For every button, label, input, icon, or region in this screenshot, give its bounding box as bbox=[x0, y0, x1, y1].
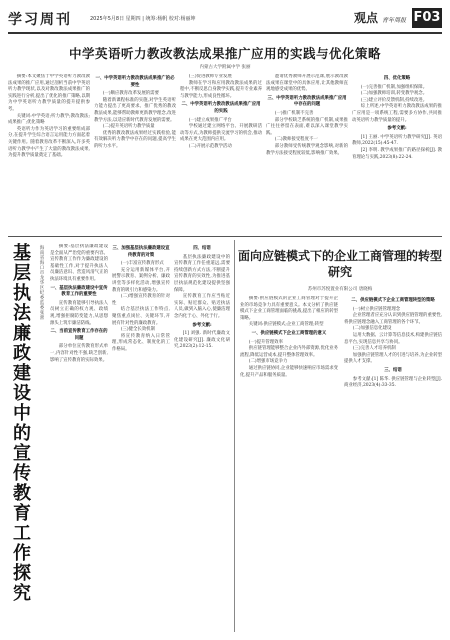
article2-paragraph: 宣传教育能够引导执法人员树立正确的权力观、政绩观,增强拒腐防变能力,从思想源头上筑牢廉洁防线。 bbox=[50, 300, 108, 326]
article1-paragraph: 关键词:中学英语;听力教学;教改教法;成果推广;优化策略 bbox=[8, 113, 90, 126]
article3-column-1 bbox=[240, 296, 338, 632]
article1-paragraph: 邀请优秀教师开展示范课,展示教改教法成果在课堂中的具体应用,让其他教师直观地感受成果的优势。 bbox=[266, 74, 348, 93]
article1-paragraph: (三)促进教师专业发展 bbox=[188, 74, 232, 79]
article2-paragraph: 充分运用新媒体平台,开展警示教育、案例分析、廉政讲堂等多样化活动,增强宣传教育的吸引力和感染力。 bbox=[112, 267, 170, 293]
article1-column-5 bbox=[352, 74, 442, 232]
section-label: 观点 bbox=[353, 11, 378, 25]
references-heading: 参考文献: bbox=[192, 322, 212, 328]
article1-byline: 内蒙古大学附属中学 张丽 bbox=[199, 65, 251, 70]
article3-column-2 bbox=[344, 296, 442, 632]
article1-paragraph: 部分学校缺乏系统的推广机制,成果推广往往停留在表面,难以深入课堂教学实践。 bbox=[266, 117, 348, 136]
section-heading: 三、结语 bbox=[384, 367, 402, 373]
reference-item: [1] 王丽. 中学英语听力教学研究[J]. 英语教师,2022(15):45-47. bbox=[352, 134, 442, 147]
article3-paragraph: (一)提升管理效率 bbox=[248, 339, 283, 345]
article2-paragraph: (三)健全长效机制 bbox=[120, 327, 155, 333]
article2-column-2 bbox=[112, 244, 170, 632]
article2-paragraph: 结合基层执法工作特点,聚焦重点岗位、关键环节,开展有针对性的廉政教育。 bbox=[112, 307, 170, 326]
section-heading: 三、中学英语听力教改教法成果推广应用中存在的问题 bbox=[267, 95, 347, 108]
article1-paragraph: (一)建立成果推广平台 bbox=[188, 117, 232, 123]
reference-item: 参考文献:[1] 陈华. 供应链管理与企业转型[J]. 商业经济,2023(4):33-35. bbox=[344, 376, 442, 389]
article2-column-1 bbox=[50, 244, 108, 632]
article1-column-1 bbox=[8, 74, 90, 232]
article1-paragraph: (三)建立评价反馈机制,持续改进。 bbox=[360, 97, 428, 103]
section-heading: 二、供应链模式下企业工商管理转型的策略 bbox=[351, 298, 435, 303]
article2-paragraph: 宣传教育工作应当贴近实际、贴近群众、贴近执法人员,做到入脑入心,使廉洁理念内化于心、外化于行。 bbox=[174, 294, 230, 319]
article1-paragraph: (二)加强教师培训,转变教学观念。 bbox=[360, 91, 428, 97]
article2-paragraph: 将宣传教育纳入日常管理,形成常态化、制度化的工作格局。 bbox=[112, 333, 170, 352]
article3-paragraph: (二)加强信息化建设 bbox=[352, 326, 392, 332]
article1-paragraph: (二)提升英语听力教学质量 bbox=[102, 124, 155, 130]
article3-byline: 苏州市苏悦置业有限公司 唐晓梅 bbox=[307, 287, 373, 292]
article1-paragraph: (二)开展示范教学活动 bbox=[188, 143, 232, 149]
section-divider bbox=[8, 236, 442, 237]
article1-paragraph: 学校通过建立网络平台、开展教研活动等方式,为教师提供交流学习的机会,推动成果在更大范围内应用。 bbox=[180, 124, 262, 143]
section-heading: 一、基层执法廉政建设中宣传教育工作的重要性 bbox=[50, 285, 108, 298]
masthead bbox=[8, 6, 442, 34]
article1-paragraph: 摘要:本文聚焦于中学英语听力教改教法成果的推广应用,通过剖析当前中学英语听力教学现状,以及对教改教法成果推广的实践进行分析,提出了优化的推广策略,以期为中学英语听力教学质量的提升提供参考。 bbox=[8, 74, 90, 112]
article1-paragraph: 优秀的教改教法成果经过实践检验,能有效解决听力教学中存在的问题,提高学生的听力水平。 bbox=[94, 130, 176, 149]
article3-paragraph: 摘要:供应链模式的企业工商管理对于提升企业的市场竞争力具有重要意义。本文分析了供应链模式下企业工商管理面临的挑战,提出了相应的转型策略。 bbox=[240, 296, 338, 321]
article1-paragraph: (一)推广机制不完善 bbox=[274, 110, 314, 116]
section-heading: 二、当前宣传教育工作存在的问题 bbox=[50, 329, 108, 341]
article2-title: 基层执法廉政建设中的宣传教育工作探究 bbox=[13, 243, 31, 604]
section-heading: 四、优化策略 bbox=[383, 76, 411, 81]
article1-paragraph: 随着新课程标准的实施,对学生英语听力能力提出了更高要求。推广优秀的教改教法成果,能够帮助教师更新教学理念,改进教学方法,以适应新时代教育发展的需要。 bbox=[94, 97, 176, 123]
article3-title: 面向应链模式下的企业工商管理的转型研究 bbox=[238, 249, 443, 279]
article3-paragraph: (三)完善人才培养机制 bbox=[352, 346, 396, 352]
article1-column-4 bbox=[266, 74, 348, 232]
newspaper-name: 学习周刊 bbox=[8, 12, 72, 28]
article1-paragraph: (一)完善推广机制,加强组织保障。 bbox=[360, 84, 428, 90]
article3-paragraph: 企业管理者应充分认识到供应链管理的重要性,将供应链理念融入工商管理的各个环节。 bbox=[344, 313, 442, 325]
article3-paragraph: (一)树立供应链管理理念 bbox=[352, 306, 401, 312]
masthead-rule bbox=[8, 32, 442, 34]
article3-paragraph: 加强供应链管理人才的引进与培养,为企业转型提供人才支撑。 bbox=[344, 352, 442, 365]
article3-paragraph: 通过供应链协同,企业能够快速响应市场需求变化,提升产品和服务质量。 bbox=[240, 365, 338, 378]
article2-paragraph: 部分单位宣传教育形式单一,内容针对性不强,缺乏创新,影响了宣传教育的实际效果。 bbox=[50, 344, 108, 363]
reference-item: [1] 刘强. 新时代廉政文化建设研究[J]. 廉政文化研究,2023(2):12-15. bbox=[174, 331, 230, 350]
section-heading: 二、中学英语听力教改教法成果推广应用的实践 bbox=[181, 102, 261, 114]
section-heading: 三、加强基层执法廉政建设宣传教育的对策 bbox=[112, 246, 170, 258]
article2-paragraph: (一)丰富宣传教育形式 bbox=[120, 261, 164, 267]
article1-column-2 bbox=[94, 74, 176, 232]
references-heading: 参考文献: bbox=[387, 126, 407, 132]
article1-column-3 bbox=[180, 74, 262, 232]
article3-paragraph: 运用大数据、云计算等信息技术,构建供应链信息平台,实现信息共享与协同。 bbox=[344, 332, 442, 345]
reference-item: [2] 李明. 教学成果推广的路径探析[J]. 教育理论与实践,2023(8):22-24. bbox=[352, 147, 442, 160]
section-title bbox=[354, 9, 406, 26]
article3-paragraph: 供应链管理能够整合企业内外部资源,优化业务流程,降低运营成本,提升整体管理效率。 bbox=[240, 346, 338, 358]
article1-paragraph: 部分教师受传统教学观念影响,对新的教学方法接受程度较低,影响推广效果。 bbox=[266, 143, 348, 156]
article1-title: 中学英语听力教改教法成果推广应用的实践与优化策略 bbox=[68, 46, 381, 61]
article1-paragraph: 教师在学习和应用教改教法成果的过程中,不断反思自身教学实践,提升专业素养与教学能力,形成良性循环。 bbox=[180, 80, 262, 99]
article1-paragraph: 英语听力作为英语学习的重要组成部分,在提升学生综合语言运用能力方面起着关键作用。随着教育改革不断深入,许多英语听力教学中产生了大量的教改教法成果,为提升教学质量奠定了基础。 bbox=[8, 126, 90, 159]
page-number-badge: F03 bbox=[412, 8, 442, 28]
article2-paragraph: 基层执法廉政建设中的宣传教育工作任重道远,需要持续创新方式方法,不断提升宣传教育的实效性,为推进基层执法规范化建设提供坚强保障。 bbox=[174, 254, 230, 293]
column-divider bbox=[234, 240, 235, 632]
article1-paragraph: (二)教师接受程度不一 bbox=[274, 137, 318, 143]
section-subtitle: 青年周报 bbox=[381, 17, 406, 24]
section-heading: 一、供应链模式下企业工商管理的意义 bbox=[251, 330, 327, 336]
article2-paragraph: 摘要:基层执法廉政建设是全面从严治党的重要内容。宣传教育工作作为廉政建设的基础性工作,对于提升执法人员廉洁意识、营造风清气正的执法环境具有重要作用。 bbox=[50, 244, 108, 282]
article3-paragraph: (二)增强市场竞争力 bbox=[248, 359, 288, 365]
article2-column-3 bbox=[174, 244, 230, 632]
issue-date-info: 2025年5月8日 星期四 | 统筹:杨帆 校对:杨丽坤 bbox=[90, 16, 196, 22]
article1-paragraph: (一)顺应教育改革发展的需要 bbox=[102, 91, 159, 97]
article3-paragraph: 关键词:供应链模式;企业工商管理;转型 bbox=[248, 322, 324, 328]
article1-paragraph: 综上所述,中学英语听力教改教法成果的推广应用是一项系统工程,需要多方协作,共同推动英语听力教学质量的提升。 bbox=[352, 104, 442, 123]
article2-paragraph: (二)增强宣传教育的针对性 bbox=[112, 294, 170, 306]
section-heading: 一、中学英语听力教改教法成果推广的必要性 bbox=[95, 76, 175, 88]
article2-byline: 海南省海口市龙华区纪委监委 张蕾 bbox=[39, 246, 45, 321]
section-heading: 四、结语 bbox=[193, 246, 211, 251]
